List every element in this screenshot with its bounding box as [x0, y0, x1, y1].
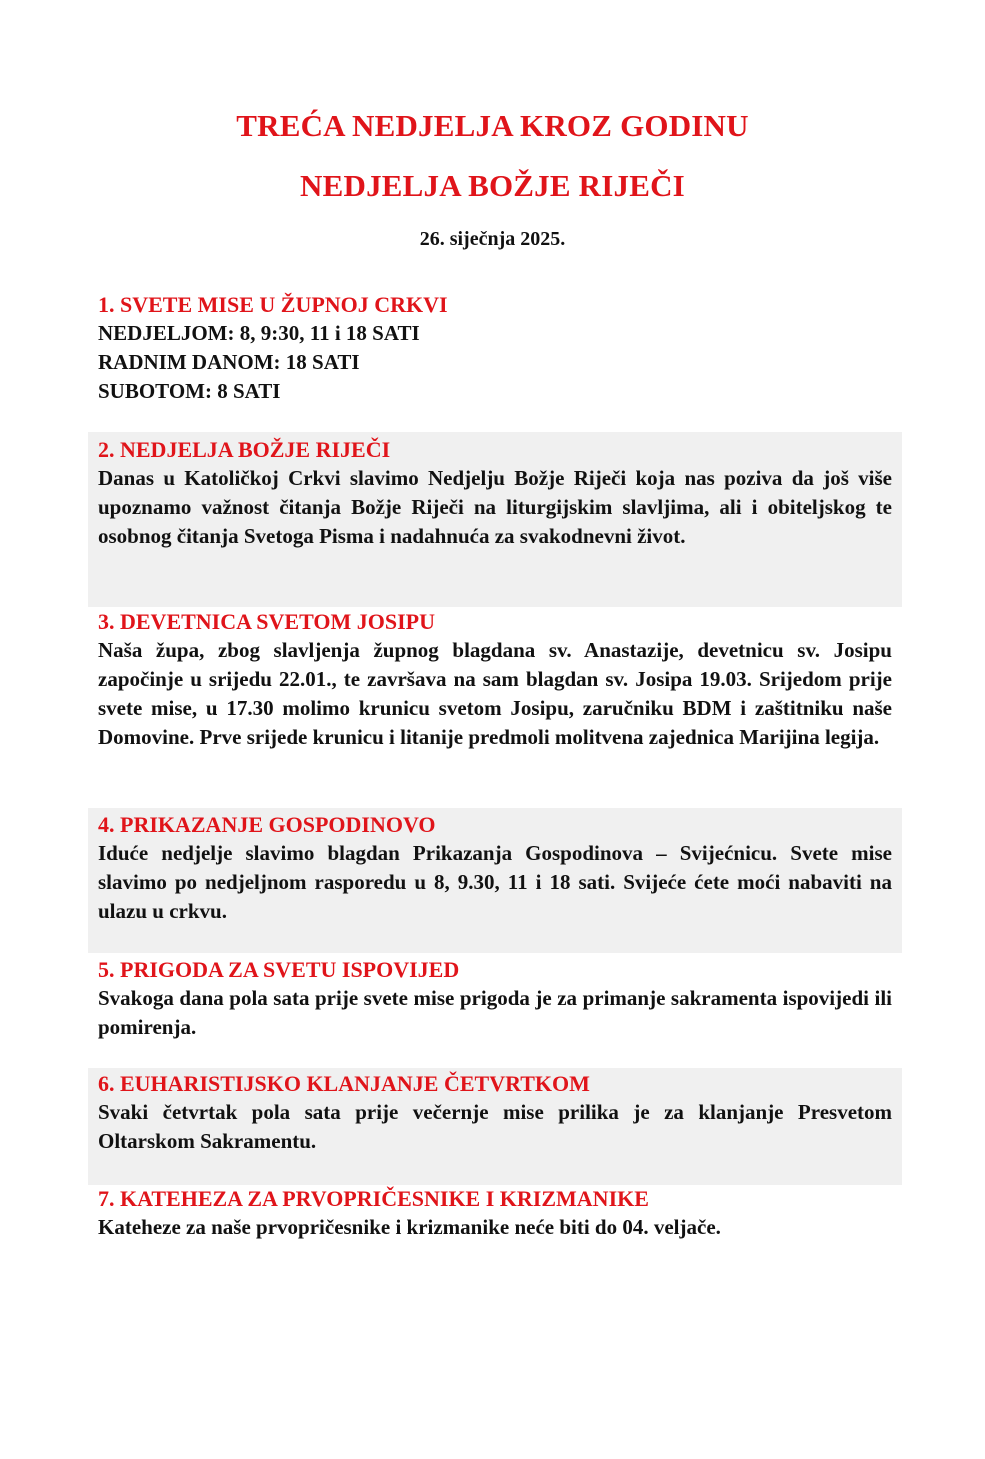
section-body: Svakoga dana pola sata prije svete mise prigoda je za primanje sakramenta ispovijedi ili pomirenja. — [98, 986, 892, 1039]
section-title: 1. SVETE MISE U ŽUPNOJ CRKVI — [98, 292, 448, 317]
section-body: Kateheze za naše prvopričesnike i krizmanike neće biti do 04. veljače. — [98, 1215, 721, 1239]
section-title: 7. KATEHEZA ZA PRVOPRIČESNIKE I KRIZMANIKE — [98, 1186, 649, 1211]
page-title: TREĆA NEDJELJA KROZ GODINU — [236, 108, 749, 143]
section-title: 4. PRIKAZANJE GOSPODINOVO — [98, 812, 436, 837]
section-adoration — [88, 1068, 902, 1185]
section-body: Svaki četvrtak pola sata prije večernje mise prilika je za klanjanje Presvetom Oltarskom Sakramentu. — [98, 1100, 892, 1153]
section-body: Danas u Katoličkoj Crkvi slavimo Nedjelju Božje Riječi koja nas poziva da još više upoznamo važnost čitanja Božje Riječi na liturgijskim slavljima, ali i obiteljskog te osobnog čitanja Svetoga Pisma i nadahnuća za svakodnevni život. — [98, 466, 892, 548]
section-title: 3. DEVETNICA SVETOM JOSIPU — [98, 609, 435, 634]
section-novena-st-joseph — [88, 607, 902, 752]
schedule-weekday: RADNIM DANOM: 18 SATI — [98, 350, 360, 374]
section-confession — [88, 955, 902, 1042]
page-subtitle: NEDJELJA BOŽJE RIJEČI — [300, 168, 685, 203]
section-presentation-of-lord — [88, 808, 902, 953]
section-mass-schedule — [88, 290, 902, 406]
section-title: 2. NEDJELJA BOŽJE RIJEČI — [98, 437, 391, 462]
schedule-sunday: NEDJELJOM: 8, 9:30, 11 i 18 SATI — [98, 321, 420, 345]
section-word-of-god-sunday — [88, 432, 902, 607]
schedule-saturday: SUBOTOM: 8 SATI — [98, 379, 281, 403]
section-catechesis — [88, 1184, 902, 1242]
section-body — [98, 319, 892, 406]
date-label: 26. siječnja 2025. — [419, 228, 566, 250]
section-title: 6. EUHARISTIJSKO KLANJANJE ČETVRTKOM — [98, 1071, 590, 1096]
section-body: Naša župa, zbog slavljenja župnog blagdana sv. Anastazije, devetnicu sv. Josipu započinje u srijedu 22.01., te završava na sam blagdan sv. Josipa 19.03. Srijedom prije svete mise, u 17.30 molimo krunicu svetom Josipu, zaručniku BDM i zaštitniku naše Domovine. Prve srijede krunicu i litanije predmoli molitvena zajednica Marijina legija. — [98, 638, 892, 749]
section-body: Iduće nedjelje slavimo blagdan Prikazanja Gospodinova – Svijećnicu. Svete mise slavimo po nedjeljnom rasporedu u 8, 9.30, 11 i 18 sati. Svijeće ćete moći nabaviti na ulazu u crkvu. — [98, 841, 892, 923]
section-title: 5. PRIGODA ZA SVETU ISPOVIJED — [98, 957, 460, 982]
